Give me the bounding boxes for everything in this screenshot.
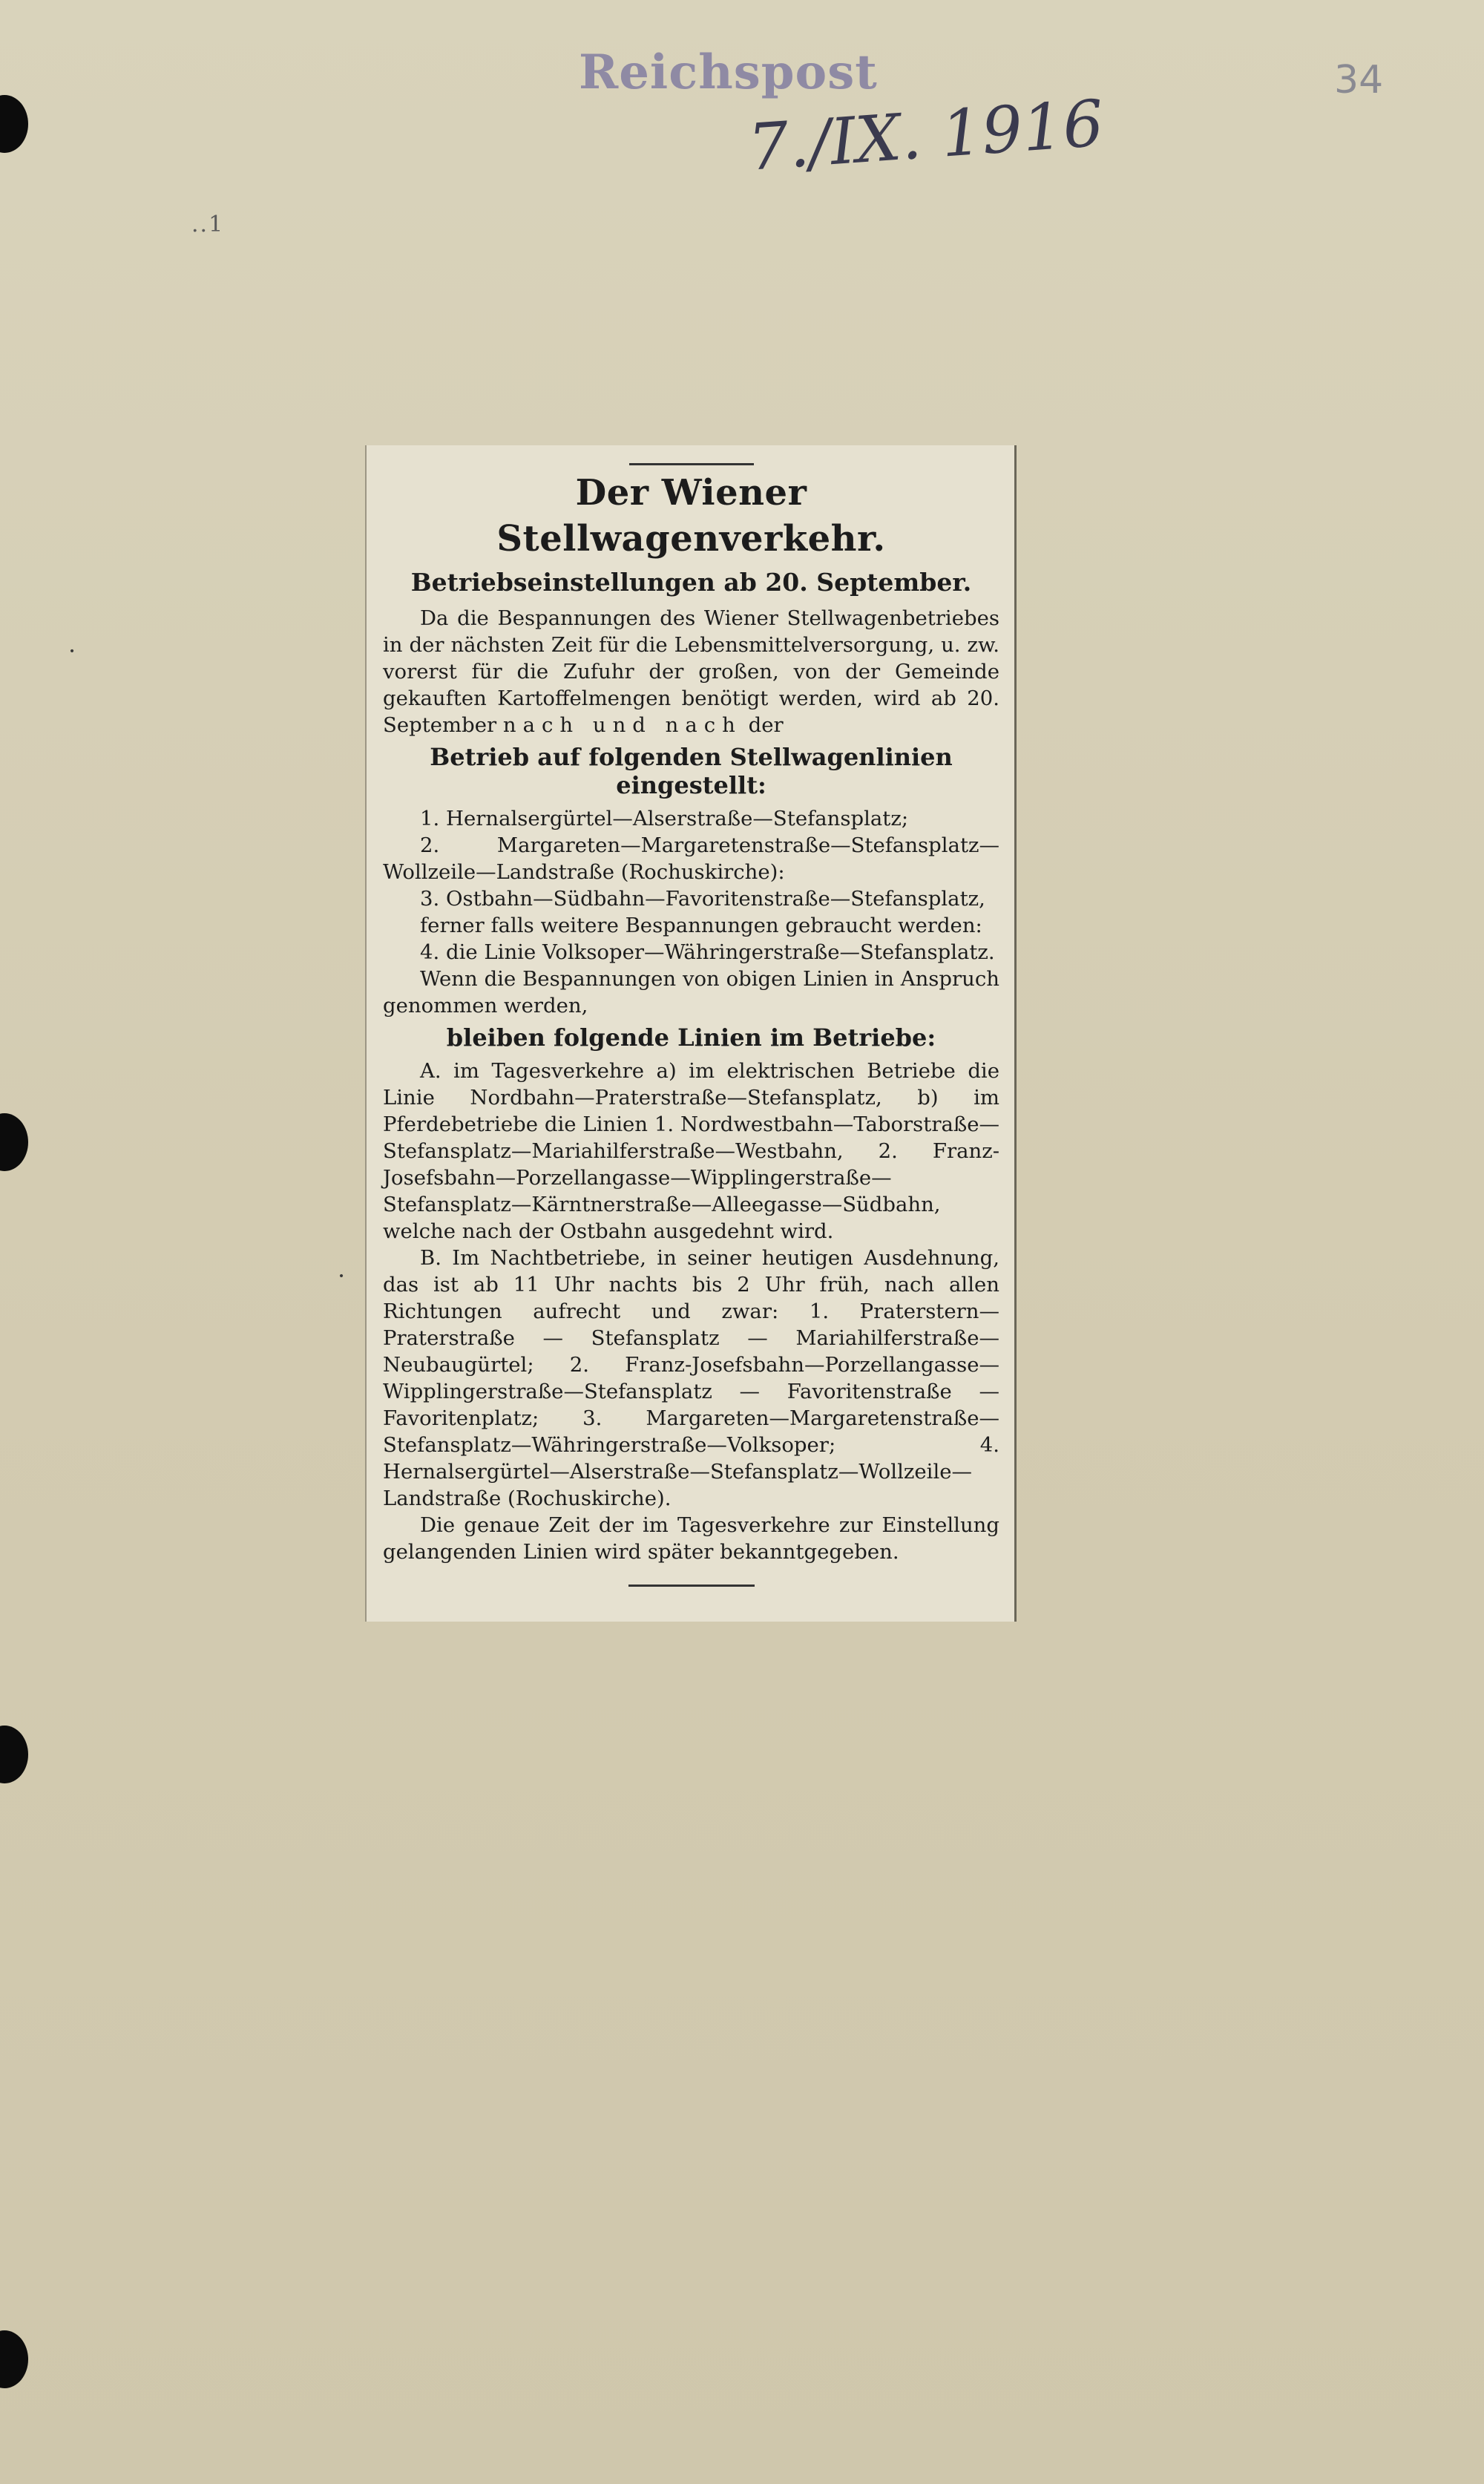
intro-text: Da die Bespannungen des Wiener Stellwagenbetriebes in der nächsten Zeit für die Lebensmittelversorgung, u. zw. vorerst für die Zufuhr der großen, von der Gemeinde gekauften Kartoffelmengen benötigt werden, wird ab 20. September: [383, 606, 999, 737]
ink-speck: ·: [338, 1262, 346, 1290]
line-item-1: 1. Hernalsergürtel—Alserstraße—Stefansplatz;: [420, 807, 909, 830]
intro-end-text: der: [748, 713, 784, 737]
intro-paragraph: [383, 605, 999, 738]
paragraph-b: B. Im Nachtbetriebe, in seiner heutigen Ausdehnung, das ist ab 11 Uhr nachts bis 2 Uhr früh, nach allen Richtungen aufrecht und zwar: 1. Praterstern—Praterstraße — Stefansplatz — Mariahilferstraße—Neubaugürtel; 2. Franz-Josefsbahn—Porzellangasse—Wipplingerstraße—Stefansplatz — Favoritenstraße — Favoritenplatz; 3. Margareten—Margaretenstraße—Stefansplatz—Währingerstraße—Volksoper; 4. Hernalsergürtel—Alserstraße—Stefansplatz—Wollzeile—Landstraße (Rochuskirche).: [383, 1246, 999, 1510]
line-item-2: 2. Margareten—Margaretenstraße—Stefansplatz—Wollzeile—Landstraße (Rochuskirche):: [383, 833, 999, 884]
closing-paragraph: Die genaue Zeit der im Tagesverkehre zur Einstellung gelangenden Linien wird später bekanntgegeben.: [383, 1513, 999, 1564]
pencil-mark: ..1: [191, 212, 225, 237]
rule-bottom: [628, 1585, 755, 1587]
ferner-paragraph: ferner falls weitere Bespannungen gebraucht werden:: [420, 914, 982, 937]
intro-spaced-text: nach und nach: [502, 713, 742, 737]
ink-speck: ·: [68, 637, 76, 665]
newspaper-clipping: [365, 445, 1017, 1622]
line-item-4: 4. die Linie Volksoper—Währingerstraße—Stefansplatz.: [420, 940, 995, 964]
article-title: Der Wiener Stellwagenverkehr.: [496, 472, 886, 560]
article-subtitle: Betriebseinstellungen ab 20. September.: [410, 568, 972, 597]
wenn-paragraph: Wenn die Bespannungen von obigen Linien in Anspruch genommen werden,: [383, 967, 999, 1017]
handwritten-date: 7./IX. 1916: [746, 86, 1106, 186]
newspaper-stamp: Reichspost: [579, 45, 878, 100]
paragraph-a: A. im Tagesverkehre a) im elektrischen Betriebe die Linie Nordbahn—Praterstraße—Stefansplatz, b) im Pferdebetriebe die Linien 1. Nordwestbahn—Taborstraße—Stefansplatz—Mariahilferstraße—Westbahn, 2. Franz-Josefsbahn—Porzellangasse—Wipplingerstraße—Stefansplatz—Kärntnerstraße—Alleegasse—Südbahn, welche nach der Ostbahn ausgedehnt wird.: [383, 1059, 999, 1243]
punch-hole: [0, 95, 28, 153]
heading-suspended-lines: Betrieb auf folgenden Stellwagenlinien eingestellt:: [430, 743, 953, 799]
heading-remaining-lines: bleiben folgende Linien im Betriebe:: [446, 1023, 936, 1052]
punch-hole: [0, 1726, 28, 1783]
rule-top: [629, 463, 754, 465]
punch-hole: [0, 2330, 28, 2388]
page-number: 34: [1334, 58, 1384, 102]
line-item-3: 3. Ostbahn—Südbahn—Favoritenstraße—Stefansplatz,: [420, 887, 985, 911]
punch-hole: [0, 1113, 28, 1171]
